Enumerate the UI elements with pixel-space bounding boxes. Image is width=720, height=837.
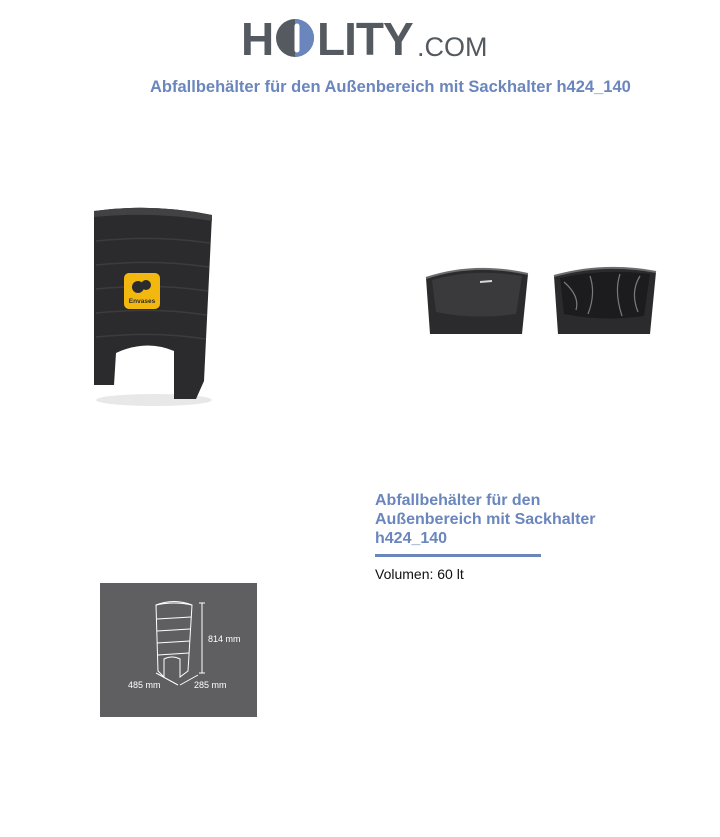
dimensions-diagram <box>100 583 257 717</box>
logo-letter-h: H <box>241 13 274 65</box>
product-title-line-3: h424_140 <box>375 530 448 547</box>
spec-volume-label: Volumen: <box>375 566 434 582</box>
product-info <box>375 491 635 583</box>
spec-volume-value: 60 lt <box>437 566 464 582</box>
product-image-main <box>86 203 218 408</box>
logo-suffix: .COM <box>417 32 488 62</box>
logo-text: LITY <box>317 13 413 65</box>
spec-volume <box>375 566 635 583</box>
product-title-line-1: Abfallbehälter für den <box>375 492 541 509</box>
title-underline <box>375 554 541 557</box>
dimension-width: 485 mm <box>128 680 161 690</box>
product-thumbnail-1[interactable] <box>420 262 532 340</box>
product-title <box>375 491 635 548</box>
logo-o-icon <box>275 18 315 58</box>
holity-logo[interactable] <box>241 13 488 65</box>
product-thumbnail-2[interactable] <box>550 262 660 340</box>
dimension-height: 814 mm <box>208 634 241 644</box>
product-title-line-2: Außenbereich mit Sackhalter <box>375 511 596 528</box>
dimension-drawing-icon <box>100 583 257 717</box>
page-title: Abfallbehälter für den Außenbereich mit Sackhalter h424_140 <box>150 78 631 96</box>
brand-badge-text: Envases <box>128 298 156 305</box>
dimension-depth: 285 mm <box>194 680 227 690</box>
